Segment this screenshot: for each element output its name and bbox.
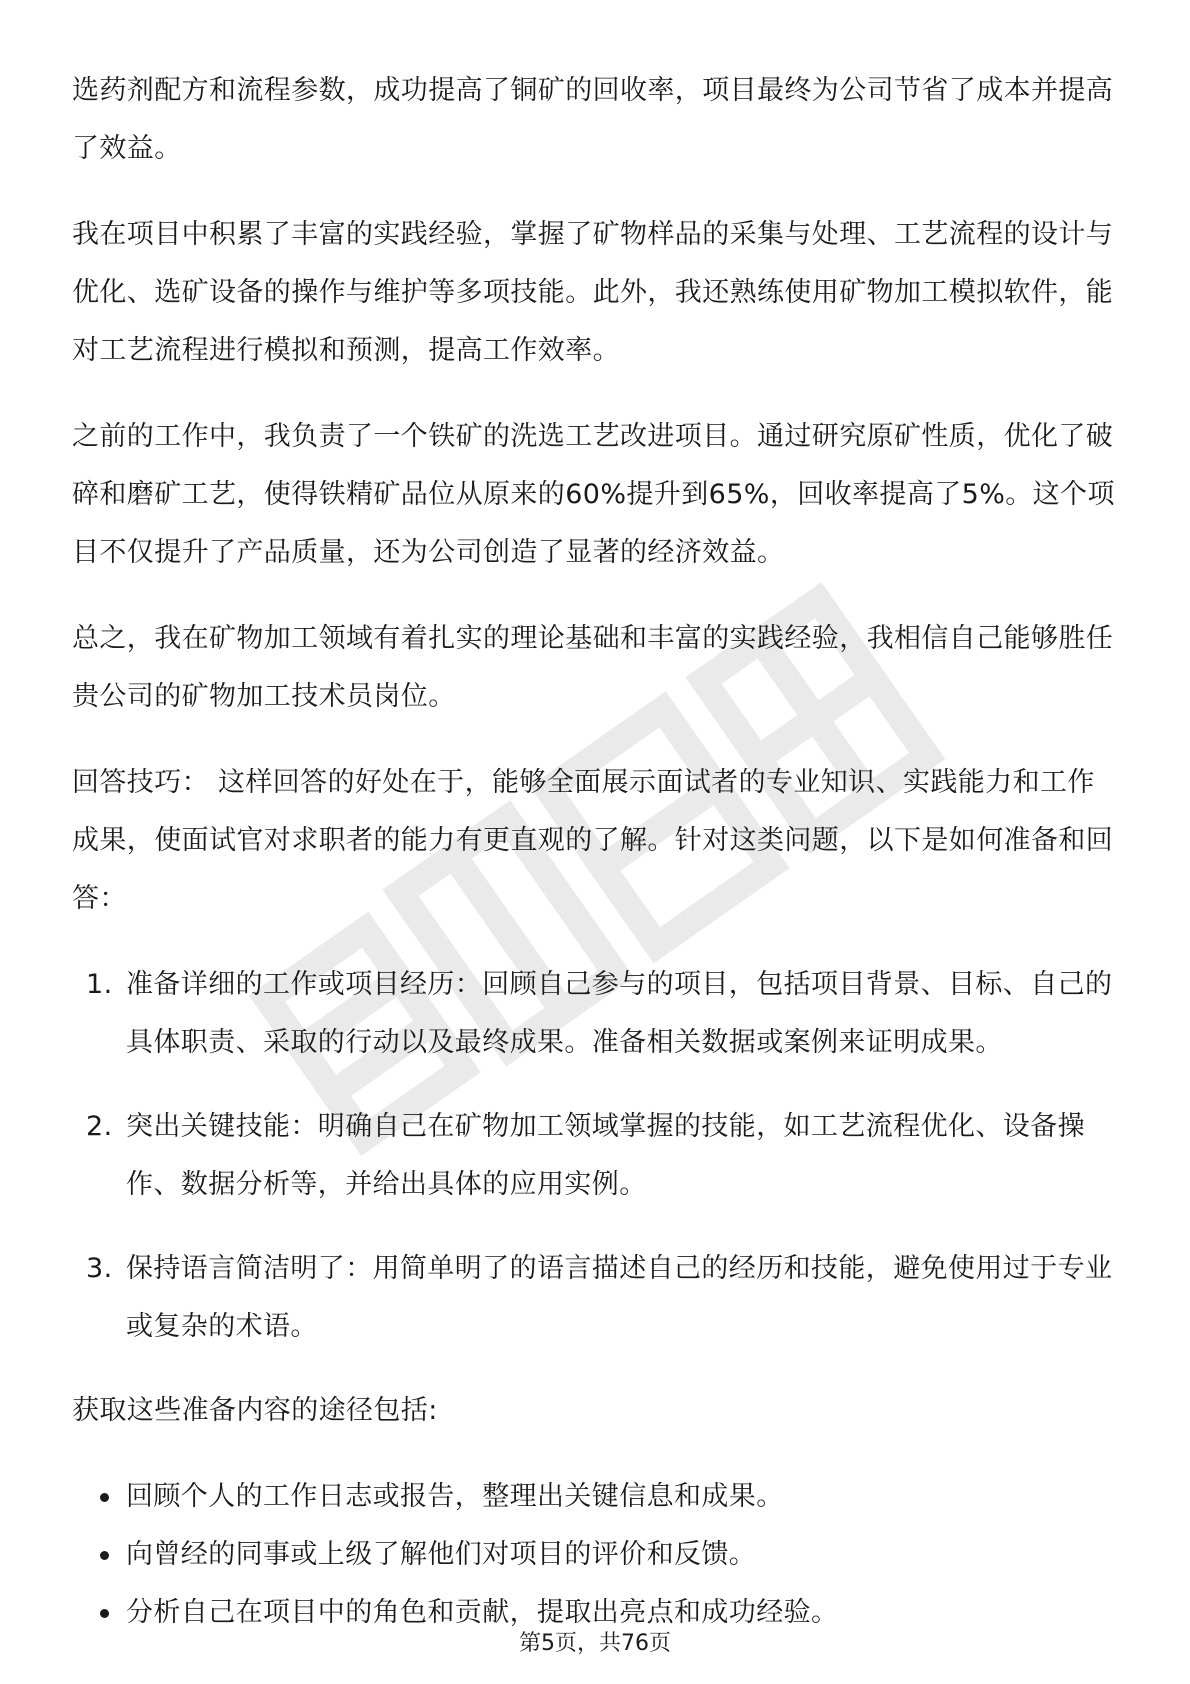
paragraph: 总之，我在矿物加工领域有着扎实的理论基础和丰富的实践经验，我相信自己能够胜任贵公司的矿物加工技术员岗位。 [72, 623, 1114, 712]
bullet-list [72, 1468, 1122, 1642]
paragraph: 之前的工作中，我负责了一个铁矿的洗选工艺改进项目。通过研究原矿性质，优化了破碎和磨矿工艺，使得铁精矿品位从原来的60%提升到65%，回收率提高了5%。这个项目不仅提升了产品质量，还为公司创造了显著的经济效益。 [72, 421, 1115, 568]
sources-intro: 获取这些准备内容的途径包括: [72, 1395, 438, 1426]
document-body [72, 62, 1122, 1642]
paragraph: 我在项目中积累了丰富的实践经验，掌握了矿物样品的采集与处理、工艺流程的设计与优化、选矿设备的操作与维护等多项技能。此外，我还熟练使用矿物加工模拟软件，能对工艺流程进行模拟和预测，提高工作效率。 [72, 219, 1114, 366]
numbered-list [72, 956, 1122, 1356]
list-item [72, 956, 1122, 1072]
list-item-text: 分析自己在项目中的角色和贡献，提取出亮点和成功经验。 [126, 1597, 839, 1628]
list-item-text: 突出关键技能：明确自己在矿物加工领域掌握的技能，如工艺流程优化、设备操作、数据分析等，并给出具体的应用实例。 [126, 1111, 1085, 1200]
list-item [72, 1098, 1122, 1214]
paragraph: 选药剂配方和流程参数，成功提高了铜矿的回收率，项目最终为公司节省了成本并提高了效益。 [72, 75, 1114, 164]
list-number: 1. [86, 969, 113, 1000]
bullet-icon [100, 1493, 109, 1502]
list-item-text: 向曾经的同事或上级了解他们对项目的评价和反馈。 [126, 1539, 757, 1570]
list-item [72, 1526, 1122, 1584]
answer-tips-paragraph: 回答技巧： 这样回答的好处在于，能够全面展示面试者的专业知识、实践能力和工作成果，使面试官对求职者的能力有更直观的了解。针对这类问题，以下是如何准备和回答： [72, 767, 1114, 914]
bullet-icon [100, 1609, 109, 1618]
list-number: 2. [86, 1111, 113, 1142]
list-number: 3. [86, 1253, 113, 1284]
page-number-footer: 第5页，共76页 [519, 1631, 671, 1656]
list-item [72, 1240, 1122, 1356]
list-item [72, 1468, 1122, 1526]
list-item-text: 准备详细的工作或项目经历：回顾自己参与的项目，包括项目背景、目标、自己的具体职责、采取的行动以及最终成果。准备相关数据或案例来证明成果。 [126, 969, 1113, 1058]
list-item-text: 回顾个人的工作日志或报告，整理出关键信息和成果。 [126, 1481, 784, 1512]
bullet-icon [100, 1551, 109, 1560]
list-item-text: 保持语言简洁明了：用简单明了的语言描述自己的经历和技能，避免使用过于专业或复杂的术语。 [126, 1253, 1113, 1342]
